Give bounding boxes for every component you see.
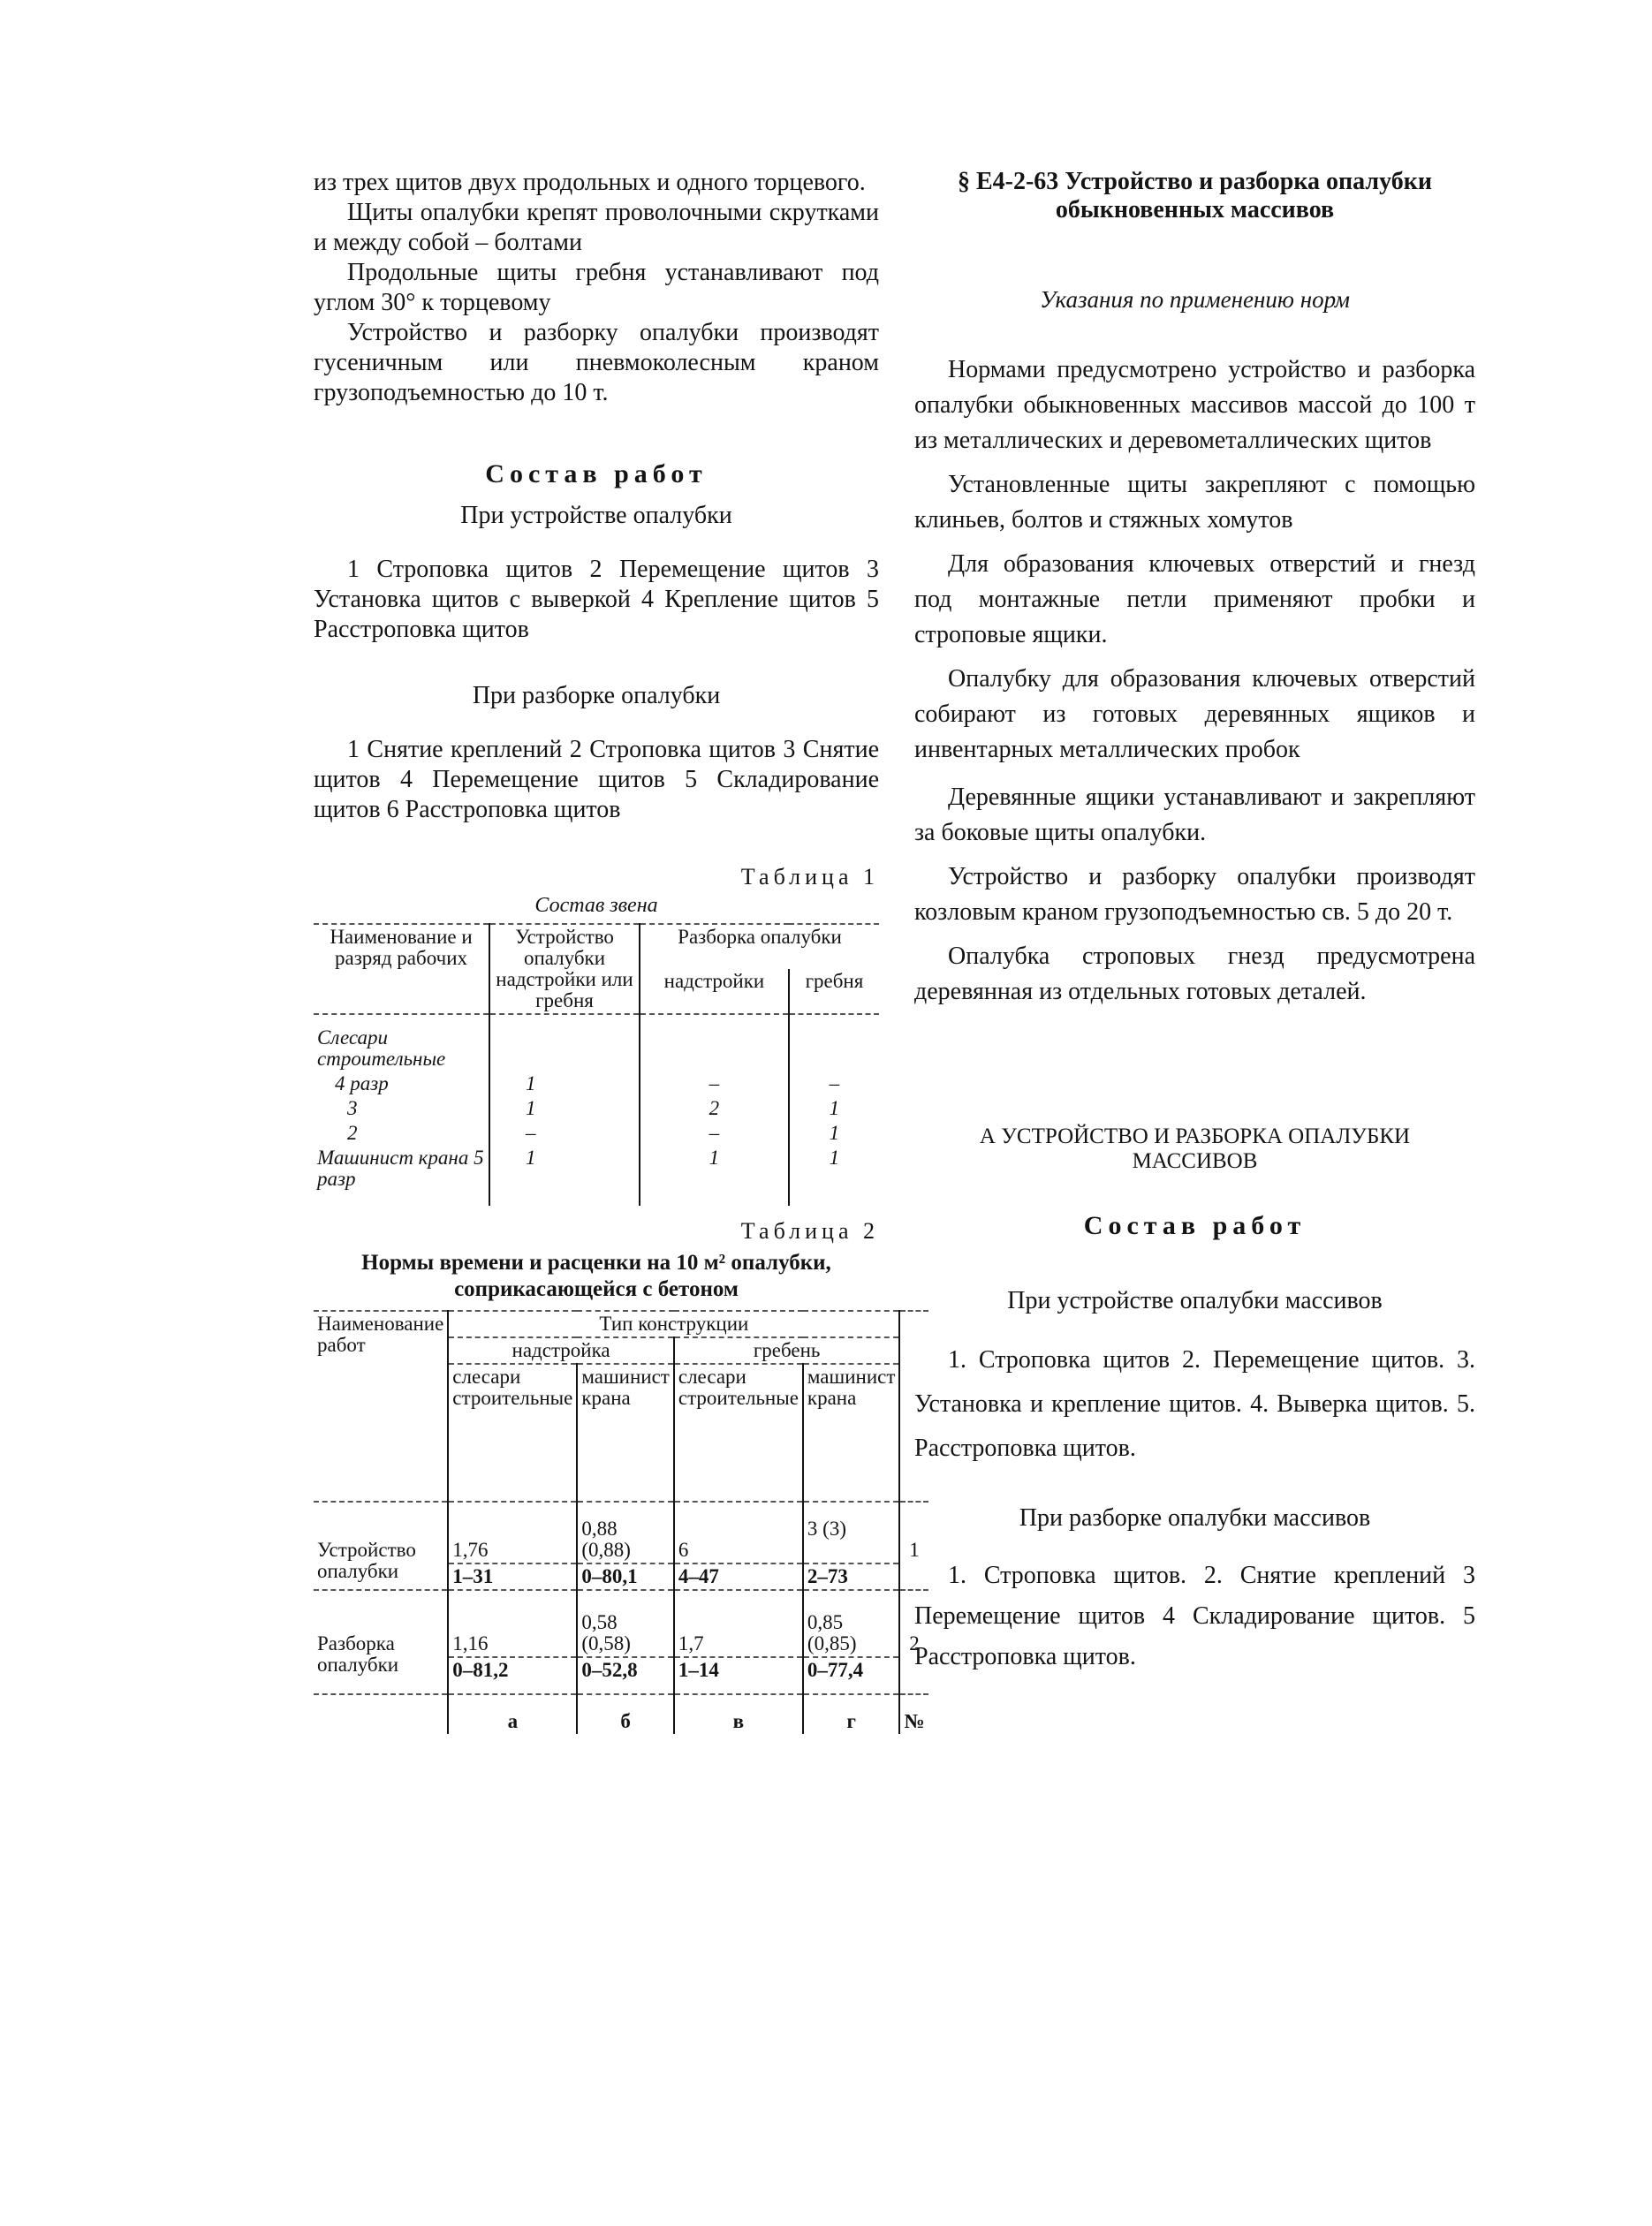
- table2-row-number: 2: [899, 1590, 928, 1694]
- intro-paragraph-2: Щиты опалубки крепят проволочными скрутками и между собой – болтами: [314, 199, 879, 256]
- table1-cell: 1: [640, 1146, 789, 1206]
- table2-header-row: [314, 1311, 928, 1337]
- table2-cell: 0–52,8: [577, 1657, 674, 1694]
- table1-cell: –: [640, 1121, 789, 1146]
- table2-footer-cell: б: [577, 1694, 674, 1734]
- table-row: [314, 1146, 879, 1206]
- intro-paragraph-3: Продольные щиты гребня устанавливают под углом 30° к торцевому: [314, 259, 879, 316]
- table2-cell: 2–73: [803, 1564, 900, 1590]
- intro-paragraph-4: Устройство и разборку опалубки производят гусеничным или пневмоколесным краном грузоподъемностью до 10 т.: [314, 319, 879, 406]
- table-row: [314, 1071, 879, 1096]
- table1-row-name: 4 разр: [335, 1072, 389, 1094]
- ustroistvo-subheading: При устройстве опалубки: [460, 502, 732, 529]
- table1-col-razb-greb: гребня: [789, 969, 879, 1014]
- table1-cell: 1: [489, 1146, 640, 1206]
- table1-row-name: 3: [347, 1097, 358, 1119]
- table2-cell: 0,88 (0,88): [577, 1502, 674, 1564]
- table1-cell: 1: [789, 1121, 879, 1146]
- table2-cell: 6: [674, 1502, 803, 1564]
- right-ustroistvo-subheading: При устройстве опалубки массивов: [1007, 1287, 1383, 1314]
- table2-col-mash: машинист крана: [577, 1364, 674, 1502]
- right-paragraph-2: Установленные щиты закрепляют с помощью клиньев, болтов и стяжных хомутов: [914, 471, 1475, 534]
- razborka-steps: 1 Снятие креплений 2 Строповка щитов 3 Снятие щитов 4 Перемещение щитов 5 Складирование щитов 6 Расстроповка щитов: [314, 736, 879, 823]
- right-sostav-heading: Состав работ: [1083, 1211, 1307, 1240]
- table1-cell: 1: [789, 1096, 879, 1121]
- table1-row-name: Машинист крана 5 разр: [317, 1147, 484, 1190]
- table2-col-slesari: слесари строительные: [448, 1364, 577, 1502]
- ukazaniya-heading: Указания по применению норм: [1040, 286, 1350, 313]
- table2-col-mash-greb: машинист крана: [803, 1364, 900, 1502]
- table-row: [314, 1121, 879, 1146]
- table2-cell: 0–81,2: [448, 1657, 577, 1694]
- table1-cell: –: [640, 1071, 789, 1096]
- table1-col-ustr: Устройство опалубки надстройки или гребня: [489, 924, 640, 1014]
- sostav-rabot-heading: Состав работ: [485, 459, 708, 488]
- right-paragraph-5: Деревянные ящики устанавливают и закрепляют за боковые щиты опалубки.: [914, 784, 1475, 846]
- table-row: [314, 1096, 879, 1121]
- table2-cell: 4–47: [674, 1564, 803, 1590]
- table-row: [314, 1590, 928, 1657]
- table2-footer-row: [314, 1694, 928, 1734]
- table2-caption: Таблица 2: [740, 1218, 879, 1244]
- table1-cell: 1: [489, 1096, 640, 1121]
- table2-footer-cell: а: [448, 1694, 577, 1734]
- table1-caption: Таблица 1: [740, 864, 879, 890]
- table2-cell: 3 (3): [803, 1502, 900, 1564]
- table1-cell: 1: [489, 1071, 640, 1096]
- table1-col-razb: Разборка опалубки: [640, 924, 879, 969]
- table-row: [314, 1502, 928, 1564]
- table2-footer-cell: г: [803, 1694, 900, 1734]
- table1-title: Состав звена: [534, 894, 658, 917]
- table2-row-number: 1: [899, 1502, 928, 1590]
- table2-cell: 1,16: [448, 1590, 577, 1657]
- table1-col-razb-nad: надстройки: [640, 969, 789, 1014]
- table2-footer-cell: №: [899, 1694, 928, 1734]
- table2-footer-cell: в: [674, 1694, 803, 1734]
- table2-cell: 0–77,4: [803, 1657, 900, 1694]
- table1-header-row: [314, 924, 879, 969]
- table2-title: Нормы времени и расценки на 10 м² опалубки, соприкасающейся с бетоном: [361, 1251, 831, 1301]
- section-a-heading: А УСТРОЙСТВО И РАЗБОРКА ОПАЛУБКИ МАССИВОВ: [979, 1124, 1411, 1173]
- section-title: § Е4-2-63 Устройство и разборка опалубки обыкновенных массивов: [957, 168, 1433, 223]
- table2-cell: 1–31: [448, 1564, 577, 1590]
- right-paragraph-6: Устройство и разборку опалубки производят козловым краном грузоподъемностью св. 5 до 20 т.: [914, 863, 1475, 926]
- table1: [314, 923, 879, 1206]
- right-column: [914, 168, 1475, 1677]
- right-razborka-steps: 1. Строповка щитов. 2. Снятие креплений 3 Перемещение щитов 4 Складирование щитов. 5 Расстроповка щитов.: [914, 1562, 1475, 1670]
- table1-row-name: 2: [347, 1122, 358, 1144]
- table2-cell: 0,85 (0,85): [803, 1590, 900, 1657]
- right-razborka-subheading: При разборке опалубки массивов: [1019, 1504, 1371, 1532]
- table2-col-greb: гребень: [674, 1337, 900, 1364]
- table2-row-name: Разборка опалубки: [314, 1590, 448, 1694]
- table2-col-slesa-greb: слесари строительные: [674, 1364, 803, 1502]
- table2-col-name: Наименование работ: [314, 1311, 448, 1502]
- table2-cell: 0–80,1: [577, 1564, 674, 1590]
- right-ustroistvo-steps: 1. Строповка щитов 2. Перемещение щитов. 3. Установка и крепление щитов. 4. Выверка щитов. 5. Расстроповка щитов.: [914, 1346, 1475, 1462]
- left-column: [314, 168, 925, 1734]
- table2-cell: 1,7: [674, 1590, 803, 1657]
- intro-paragraph-1: из трех щитов двух продольных и одного торцевого.: [314, 169, 866, 196]
- ustroistvo-steps: 1 Строповка щитов 2 Перемещение щитов 3 Установка щитов с выверкой 4 Крепление щитов 5 Расстроповка щитов: [314, 556, 879, 643]
- razborka-subheading: При разборке опалубки: [472, 682, 721, 709]
- table1-cell: 1: [789, 1146, 879, 1206]
- right-paragraph-4: Опалубку для образования ключевых отверстий собирают из готовых деревянных ящиков и инвентарных металлических пробок: [914, 665, 1475, 763]
- table2-col-type: Тип конструкции: [448, 1311, 899, 1337]
- table1-group-label: Слесари строительные: [314, 1014, 489, 1071]
- table1-group-row: [314, 1014, 879, 1071]
- table2-cell: 0,58 (0,58): [577, 1590, 674, 1657]
- table1-cell: 2: [640, 1096, 789, 1121]
- table1-cell: –: [489, 1121, 640, 1146]
- table1-col-name: Наименование и разряд рабочих: [314, 924, 489, 1014]
- table2-cell: 1–14: [674, 1657, 803, 1694]
- table2-col-nad: надстройка: [448, 1337, 674, 1364]
- table1-cell: –: [789, 1071, 879, 1096]
- table2: [314, 1310, 928, 1734]
- right-paragraph-3: Для образования ключевых отверстий и гнезд под монтажные петли применяют пробки и строповые ящики.: [914, 550, 1475, 648]
- right-paragraph-1: Нормами предусмотрено устройство и разборка опалубки обыкновенных массивов массой до 100 т из металлических и деревометаллических щитов: [914, 356, 1475, 454]
- table2-cell: 1,76: [448, 1502, 577, 1564]
- right-paragraph-7: Опалубка строповых гнезд предусмотрена деревянная из отдельных готовых деталей.: [914, 943, 1475, 1005]
- table2-row-name: Устройство опалубки: [314, 1502, 448, 1590]
